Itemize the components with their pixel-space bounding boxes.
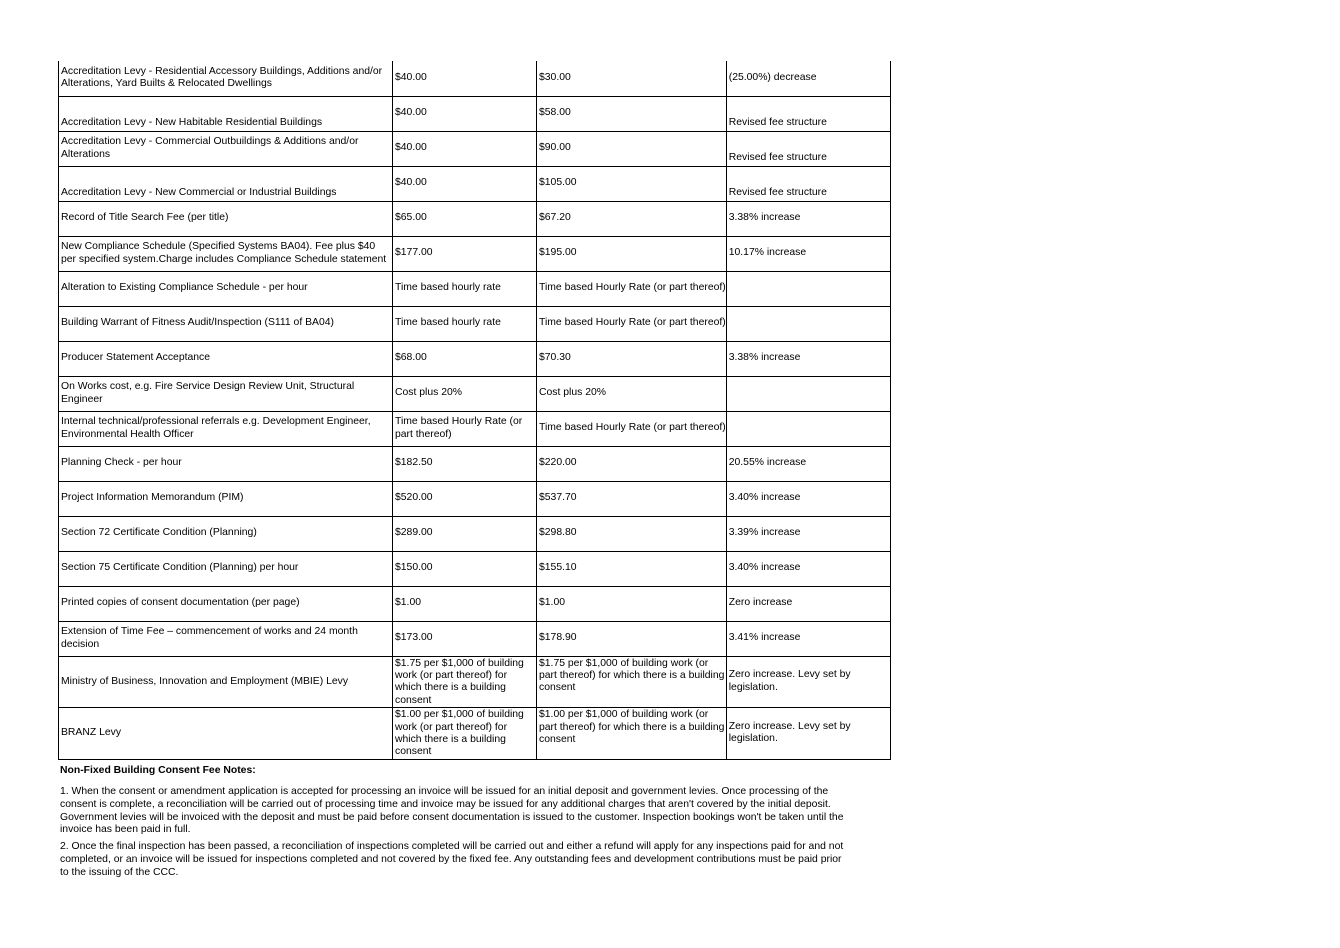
fee-change: 3.39% increase [726, 516, 890, 551]
table-row [59, 708, 891, 760]
proposed-fee: Time based Hourly Rate (or part thereof) [537, 411, 727, 446]
fee-description: Accreditation Levy - New Commercial or Industrial Buildings [59, 166, 393, 201]
fee-description: Building Warrant of Fitness Audit/Inspection (S111 of BA04) [59, 306, 393, 341]
current-fee: Time based hourly rate [393, 306, 537, 341]
proposed-fee: $67.20 [537, 201, 727, 236]
fee-change: 10.17% increase [726, 236, 890, 271]
fee-change: Zero increase. Levy set by legislation. [726, 708, 890, 760]
proposed-fee: $1.00 [537, 586, 727, 621]
fee-description: Project Information Memorandum (PIM) [59, 481, 393, 516]
current-fee: $520.00 [393, 481, 537, 516]
fee-description: On Works cost, e.g. Fire Service Design Review Unit, Structural Engineer [59, 376, 393, 411]
table-row [59, 306, 891, 341]
fee-change: 3.38% increase [726, 201, 890, 236]
table-row [59, 446, 891, 481]
proposed-fee: Time based Hourly Rate (or part thereof) [537, 306, 727, 341]
current-fee: $1.75 per $1,000 of building work (or part thereof) for which there is a building consent [393, 656, 537, 708]
proposed-fee: $537.70 [537, 481, 727, 516]
proposed-fee: $105.00 [537, 166, 727, 201]
current-fee: $65.00 [393, 201, 537, 236]
current-fee: $150.00 [393, 551, 537, 586]
fee-change: 3.40% increase [726, 481, 890, 516]
current-fee: Time based Hourly Rate (or part thereof) [393, 411, 537, 446]
proposed-fee: Cost plus 20% [537, 376, 727, 411]
proposed-fee: $195.00 [537, 236, 727, 271]
fee-change: Revised fee structure [726, 131, 890, 166]
proposed-fee: Time based Hourly Rate (or part thereof) [537, 271, 727, 306]
table-row [59, 131, 891, 166]
current-fee: $40.00 [393, 61, 537, 96]
fee-change: Revised fee structure [726, 166, 890, 201]
current-fee: $182.50 [393, 446, 537, 481]
table-row [59, 166, 891, 201]
note-paragraph: 1. When the consent or amendment application is accepted for processing an invoice will be issued for an initial deposit and government levies. Once processing of the consent is complete, a reconciliation will be carried out of processing time and invoice may be issued for any additional charges that aren't covered by the initial deposit. Government levies will be invoiced with the deposit and must be paid before consent documentation is issued to the customer. Inspection bookings won't be taken until the invoice has been paid in full. [60, 786, 844, 836]
proposed-fee: $1.75 per $1,000 of building work (or part thereof) for which there is a building consent [537, 656, 727, 708]
table-row [59, 96, 891, 131]
current-fee: $40.00 [393, 166, 537, 201]
current-fee: Cost plus 20% [393, 376, 537, 411]
note-paragraph: 2. Once the final inspection has been passed, a reconciliation of inspections completed will be carried out and either a refund will apply for any inspections paid for and not completed, or an invoice will be issued for inspections completed and not covered by the fixed fee. Any outstanding fees and development contributions must be paid prior to the issuing of the CCC. [60, 841, 844, 878]
fee-change: 20.55% increase [726, 446, 890, 481]
proposed-fee: $70.30 [537, 341, 727, 376]
current-fee: Time based hourly rate [393, 271, 537, 306]
fee-description: Alteration to Existing Compliance Schedule - per hour [59, 271, 393, 306]
fee-description: Printed copies of consent documentation (per page) [59, 586, 393, 621]
current-fee: $1.00 per $1,000 of building work (or part thereof) for which there is a building consent [393, 708, 537, 760]
current-fee: $177.00 [393, 236, 537, 271]
fee-change: Zero increase. Levy set by legislation. [726, 656, 890, 708]
fee-change [726, 411, 890, 446]
proposed-fee: $30.00 [537, 61, 727, 96]
current-fee: $68.00 [393, 341, 537, 376]
current-fee: $1.00 [393, 586, 537, 621]
current-fee: $40.00 [393, 131, 537, 166]
notes-heading: Non-Fixed Building Consent Fee Notes: [60, 765, 256, 776]
fee-change [726, 376, 890, 411]
table-row [59, 481, 891, 516]
fee-change: (25.00%) decrease [726, 61, 890, 96]
table-row [59, 376, 891, 411]
fee-description: Accreditation Levy - New Habitable Residential Buildings [59, 96, 393, 131]
table-row [59, 586, 891, 621]
table-row [59, 271, 891, 306]
table-row [59, 341, 891, 376]
fee-change: Zero increase [726, 586, 890, 621]
fee-description: Producer Statement Acceptance [59, 341, 393, 376]
fee-description: Extension of Time Fee – commencement of works and 24 month decision [59, 621, 393, 656]
current-fee: $173.00 [393, 621, 537, 656]
fee-table [58, 61, 891, 760]
fee-change [726, 271, 890, 306]
proposed-fee: $1.00 per $1,000 of building work (or part thereof) for which there is a building consent [537, 708, 727, 760]
current-fee: $40.00 [393, 96, 537, 131]
fee-description: Accreditation Levy - Residential Accessory Buildings, Additions and/or Alterations, Yard Builts & Relocated Dwellings [59, 61, 393, 96]
fee-description: Accreditation Levy - Commercial Outbuildings & Additions and/or Alterations [59, 131, 393, 166]
table-row [59, 551, 891, 586]
fee-description: Section 72 Certificate Condition (Planning) [59, 516, 393, 551]
fee-change: 3.40% increase [726, 551, 890, 586]
fee-description: New Compliance Schedule (Specified Systems BA04). Fee plus $40 per specified system.Charge includes Compliance Schedule statement [59, 236, 393, 271]
fee-change: 3.38% increase [726, 341, 890, 376]
fee-description: Internal technical/professional referrals e.g. Development Engineer, Environmental Health Officer [59, 411, 393, 446]
table-row [59, 656, 891, 708]
fee-description: Planning Check - per hour [59, 446, 393, 481]
proposed-fee: $298.80 [537, 516, 727, 551]
table-row [59, 621, 891, 656]
proposed-fee: $90.00 [537, 131, 727, 166]
fee-description: Record of Title Search Fee (per title) [59, 201, 393, 236]
proposed-fee: $178.90 [537, 621, 727, 656]
fee-change: Revised fee structure [726, 96, 890, 131]
proposed-fee: $155.10 [537, 551, 727, 586]
fee-description: Ministry of Business, Innovation and Employment (MBIE) Levy [59, 656, 393, 708]
table-row [59, 516, 891, 551]
fee-description: Section 75 Certificate Condition (Planning) per hour [59, 551, 393, 586]
proposed-fee: $58.00 [537, 96, 727, 131]
proposed-fee: $220.00 [537, 446, 727, 481]
fee-change [726, 306, 890, 341]
table-row [59, 411, 891, 446]
table-row [59, 201, 891, 236]
fee-change: 3.41% increase [726, 621, 890, 656]
fee-description: BRANZ Levy [59, 708, 393, 760]
table-row [59, 61, 891, 96]
table-row [59, 236, 891, 271]
current-fee: $289.00 [393, 516, 537, 551]
